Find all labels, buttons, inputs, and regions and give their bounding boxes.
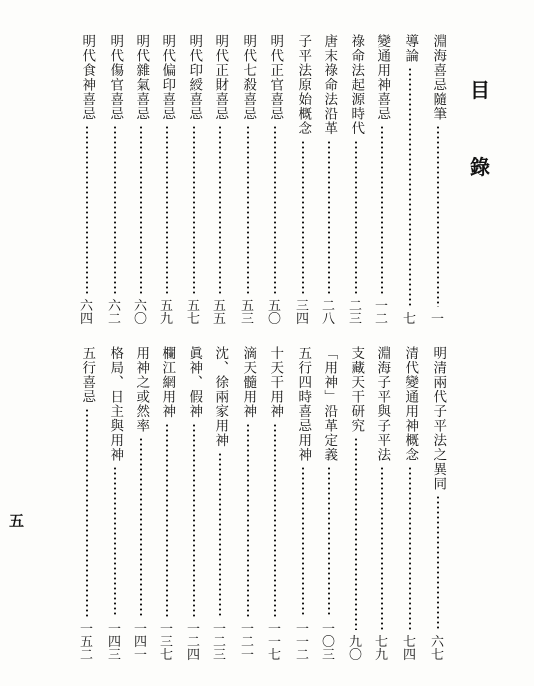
dot-leader: [140, 125, 142, 294]
entry-page-number: 一: [430, 312, 444, 327]
dot-leader: [274, 125, 276, 294]
page-number: 五: [9, 512, 25, 530]
dot-leader: [409, 466, 411, 630]
entry-page-number: 一 三 七: [159, 622, 173, 663]
entry-page-number: 六 〇: [133, 299, 147, 327]
dot-leader: [193, 125, 195, 294]
entry-page-number: 九 〇: [348, 635, 362, 663]
entry-title: 淵海子平與子平法: [374, 346, 391, 462]
entry-page-number: 一 一 七: [267, 622, 281, 663]
dot-leader: [193, 423, 195, 618]
heading-mu: 目: [470, 78, 490, 102]
entry-page-number: 一 五 二: [79, 622, 93, 663]
dot-leader: [114, 125, 116, 294]
entry-title: 清代變通用神概念: [402, 346, 419, 462]
entry-page-number: 一 四 三: [107, 622, 121, 663]
entry-page-number: 五 七: [186, 299, 200, 327]
toc-bottom-entry: [264, 346, 285, 662]
toc-top-entry: [237, 34, 258, 326]
dot-leader: [355, 140, 357, 295]
entry-title: 欄江網用神: [159, 346, 176, 419]
entry-title: 「用神」沿革定義: [321, 346, 338, 462]
dot-leader: [247, 125, 249, 294]
dot-leader: [219, 125, 221, 294]
entry-page-number: 二 八: [321, 299, 335, 327]
entry-title: 格局、日主與用神: [107, 346, 124, 462]
dot-leader: [355, 437, 357, 630]
toc-top-entry: [183, 34, 204, 326]
entry-page-number: 五 三: [240, 299, 254, 327]
toc-top-entry: [292, 34, 313, 326]
toc-bottom-entry: [237, 346, 258, 662]
entry-title: 明代雜氣喜忌: [133, 34, 150, 121]
entry-page-number: 一 二 四: [186, 622, 200, 663]
entry-title: 明清兩代子平法之異同: [430, 346, 447, 491]
dot-leader: [437, 125, 439, 307]
toc-top-entry: [399, 34, 420, 326]
entry-page-number: 一 一 二: [295, 622, 309, 663]
dot-leader: [86, 125, 88, 294]
toc-bottom-entry: [427, 346, 448, 662]
entry-title: 淵海喜忌隨筆: [430, 34, 447, 121]
toc-top-entry: [76, 34, 97, 326]
entry-page-number: 六 四: [79, 299, 93, 327]
entry-title: 五行四時喜忌用神: [295, 346, 312, 462]
entry-title: 滴天髓用神: [240, 346, 257, 419]
toc-top-entry: [209, 34, 230, 326]
entry-title: 沈、徐兩家用神: [212, 346, 229, 448]
entry-title: 支藏天干研究: [348, 346, 365, 433]
dot-leader: [409, 67, 411, 307]
entry-page-number: 七 九: [374, 635, 388, 663]
entry-page-number: 五 九: [159, 299, 173, 327]
dot-leader: [302, 466, 304, 617]
entry-title: 祿命法起源時代: [348, 34, 365, 136]
dot-leader: [140, 437, 142, 617]
entry-title: 明代傷官喜忌: [107, 34, 124, 121]
entry-title: 明代偏印喜忌: [159, 34, 176, 121]
toc-bottom-entry: [399, 346, 420, 662]
dot-leader: [381, 466, 383, 630]
entry-title: 五行喜忌: [79, 346, 96, 404]
entry-page-number: 六 七: [430, 635, 444, 663]
heading-lu: 錄: [470, 155, 490, 179]
entry-title: 導論: [402, 34, 419, 63]
dot-leader: [437, 495, 439, 630]
entry-title: 變通用神喜忌: [374, 34, 391, 121]
toc-top-entry: [156, 34, 177, 326]
entry-title: 眞神、假神: [186, 346, 203, 419]
toc-bottom-entry: [345, 346, 366, 662]
entry-page-number: 二 三: [348, 299, 362, 327]
toc-top-entry: [318, 34, 339, 326]
toc-top-entry: [264, 34, 285, 326]
dot-leader: [328, 140, 330, 295]
entry-title: 用神之或然率: [133, 346, 150, 433]
entry-title: 明代印綬喜忌: [186, 34, 203, 121]
entry-title: 明代正財喜忌: [212, 34, 229, 121]
entry-title: 唐末祿命法沿革: [321, 34, 338, 136]
dot-leader: [114, 466, 116, 617]
entry-page-number: 七: [402, 312, 416, 327]
toc-bottom-entry: [104, 346, 125, 662]
dot-leader: [166, 125, 168, 294]
entry-page-number: 一 〇 三: [321, 622, 335, 663]
toc-bottom-entry: [76, 346, 97, 662]
toc-bottom-entry: [130, 346, 151, 662]
toc-top-entry: [130, 34, 151, 326]
toc-bottom-entry: [209, 346, 230, 662]
entry-page-number: 三 四: [295, 299, 309, 327]
entry-page-number: 六 二: [107, 299, 121, 327]
entry-title: 十天干用神: [267, 346, 284, 419]
entry-page-number: 一 四 一: [133, 622, 147, 663]
entry-page-number: 一 二 一: [240, 622, 254, 663]
toc-bottom-entry: [318, 346, 339, 662]
dot-leader: [86, 408, 88, 617]
dot-leader: [166, 423, 168, 618]
toc-bottom-entry: [156, 346, 177, 662]
dot-leader: [274, 423, 276, 618]
entry-page-number: 七 四: [402, 635, 416, 663]
toc-top-entry: [345, 34, 366, 326]
toc-bottom-entry: [292, 346, 313, 662]
entry-title: 明代七殺喜忌: [240, 34, 257, 121]
toc-top-entry: [104, 34, 125, 326]
entry-page-number: 五 五: [212, 299, 226, 327]
toc-bottom-entry: [183, 346, 204, 662]
dot-leader: [219, 452, 221, 618]
entry-page-number: 五 〇: [267, 299, 281, 327]
entry-title: 子平法原始概念: [295, 34, 312, 136]
entry-page-number: 一 二 三: [212, 622, 226, 663]
dot-leader: [302, 140, 304, 295]
dot-leader: [381, 125, 383, 294]
toc-bottom-entry: [371, 346, 392, 662]
entry-page-number: 一 二: [374, 299, 388, 327]
dot-leader: [328, 466, 330, 617]
entry-title: 明代正官喜忌: [267, 34, 284, 121]
dot-leader: [247, 423, 249, 618]
entry-title: 明代食神喜忌: [79, 34, 96, 121]
toc-top-entry: [371, 34, 392, 326]
toc-top-entry: [427, 34, 448, 326]
